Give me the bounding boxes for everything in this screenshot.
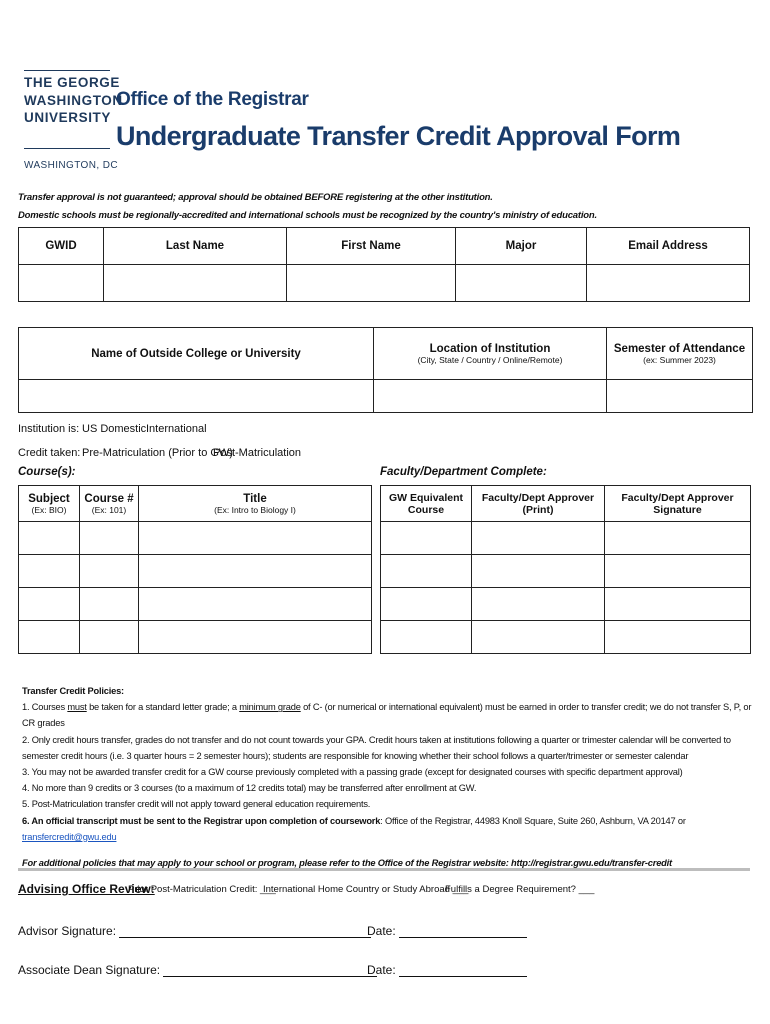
location-field[interactable] [374, 380, 607, 413]
title-field[interactable] [139, 621, 372, 654]
approver-print-field[interactable] [472, 522, 605, 555]
course-number-field[interactable] [80, 555, 139, 588]
courses-table [18, 485, 372, 654]
advising-international[interactable]: International Home Country or Study Abroad ___ [263, 884, 469, 895]
institution-is-label: Institution is: [18, 423, 80, 435]
courses-heading: Course(s): [18, 466, 76, 478]
faculty-heading: Faculty/Department Complete: [380, 466, 547, 478]
approver-print-field[interactable] [472, 621, 605, 654]
header-major: Major [456, 228, 587, 265]
approver-signature-field[interactable] [605, 522, 751, 555]
dean-date-row [367, 963, 527, 977]
header-email: Email Address [587, 228, 750, 265]
header-approver-print: Faculty/Dept Approver (Print) [472, 486, 605, 522]
dean-signature-line[interactable] [163, 964, 377, 977]
advisor-signature-row [18, 924, 371, 938]
subject-label: Subject [28, 492, 70, 505]
logo-city: WASHINGTON, DC [24, 160, 118, 171]
notice-accreditation: Domestic schools must be regionally-accredited and international schools must be recognized by the country's ministry of education. [18, 210, 597, 221]
logo-line-1: THE GEORGE [24, 75, 121, 90]
form-title: Undergraduate Transfer Credit Approval Form [116, 121, 681, 151]
policies-heading: Transfer Credit Policies: [22, 686, 124, 696]
semester-hint: (ex: Summer 2023) [643, 354, 716, 365]
section-divider [18, 868, 750, 871]
logo-rule [24, 148, 110, 149]
course-number-field[interactable] [80, 522, 139, 555]
header-location [374, 328, 607, 380]
location-label: Location of Institution [429, 342, 551, 355]
title-field[interactable] [139, 588, 372, 621]
policy-5: 5. Post-Matriculation transfer credit will not apply toward general education requirements. [22, 799, 371, 810]
option-international[interactable]: International [146, 423, 207, 435]
approver-print-field[interactable] [472, 555, 605, 588]
header-title [139, 486, 372, 522]
gw-equivalent-field[interactable] [381, 522, 472, 555]
gwid-field[interactable] [19, 265, 104, 302]
option-us-domestic[interactable]: US Domestic [82, 423, 147, 435]
advisor-date-row [367, 924, 527, 938]
logo-line-3: UNIVERSITY [24, 110, 112, 125]
transfercredit-email-link[interactable]: transfercredit@gwu.edu [22, 831, 117, 842]
policy-4: 4. No more than 9 credits or 3 courses (to a maximum of 12 credits total) may be transferred after enrollment at GW. [22, 783, 477, 794]
policy-6-text: : Office of the Registrar, 44983 Knoll Square, Suite 260, Ashburn, VA 20147 or [380, 815, 686, 826]
course-number-field[interactable] [80, 588, 139, 621]
course-number-label: Course # [84, 492, 134, 505]
notice-approval: Transfer approval is not guaranteed; approval should be obtained BEFORE registering at the other institution. [18, 192, 493, 203]
student-info-table [18, 227, 750, 302]
semester-label: Semester of Attendance [613, 342, 746, 355]
location-hint: (City, State / Country / Online/Remote) [417, 354, 563, 365]
subject-field[interactable] [19, 522, 80, 555]
title-example: (Ex: Intro to Biology I) [214, 504, 296, 515]
advisor-signature-line[interactable] [119, 925, 371, 938]
logo-top-rule [24, 70, 110, 71]
advising-degree-requirement[interactable]: Fulfills a Degree Requirement? ___ [445, 884, 595, 895]
option-post-matriculation[interactable]: Post-Matriculation [213, 447, 302, 459]
course-number-example: (Ex: 101) [91, 504, 127, 515]
course-number-field[interactable] [80, 621, 139, 654]
dean-date-label: Date: [367, 963, 396, 977]
policy-1-text-a: 1. Courses [22, 702, 68, 713]
gw-equivalent-field[interactable] [381, 555, 472, 588]
dean-date-line[interactable] [399, 964, 527, 977]
option-pre-matriculation[interactable]: Pre-Matriculation (Prior to GW) [82, 447, 233, 459]
last-name-field[interactable] [104, 265, 287, 302]
title-field[interactable] [139, 522, 372, 555]
institution-table [18, 327, 753, 413]
faculty-table [380, 485, 751, 654]
approver-signature-field[interactable] [605, 588, 751, 621]
policies-section [22, 683, 757, 871]
office-title: Office of the Registrar [116, 89, 309, 110]
advising-title: Advising Office Review: [18, 882, 155, 896]
gw-equivalent-field[interactable] [381, 621, 472, 654]
logo-line-2: WASHINGTON [24, 92, 123, 108]
policy-2: 2. Only credit hours transfer, grades do not transfer and do not count towards your GPA. Credit hours taken at institutions following a quarter or trimester calendar will be converted to semester credit hours (i.e. 3 quarter hours = 2 semester hours); students are responsible for knowing whether their school follows a quarter/trimester or semester calendar [22, 734, 731, 761]
header-last-name: Last Name [104, 228, 287, 265]
policy-6 [22, 813, 757, 845]
approver-signature-field[interactable] [605, 555, 751, 588]
first-name-field[interactable] [287, 265, 456, 302]
policy-3: 3. You may not be awarded transfer credit for a GW course previously completed with a passing grade (except for designated courses with specific department approval) [22, 767, 683, 778]
credit-taken-label: Credit taken: [18, 447, 81, 459]
policy-6-bold: 6. An official transcript must be sent to the Registrar upon completion of coursework [22, 815, 381, 826]
advisor-date-label: Date: [367, 924, 396, 938]
gw-equivalent-field[interactable] [381, 588, 472, 621]
subject-field[interactable] [19, 555, 80, 588]
major-field[interactable] [456, 265, 587, 302]
policy-1 [22, 699, 757, 731]
header-gwid: GWID [19, 228, 104, 265]
advisor-date-line[interactable] [399, 925, 527, 938]
header-semester [607, 328, 753, 380]
title-label: Title [243, 492, 267, 505]
college-name-field[interactable] [19, 380, 374, 413]
policy-1-minimum: minimum grade [239, 702, 301, 713]
subject-example: (Ex: BIO) [31, 504, 67, 515]
approver-signature-field[interactable] [605, 621, 751, 654]
header-course-number [80, 486, 139, 522]
header-subject [19, 486, 80, 522]
policy-1-must: must [67, 702, 87, 713]
header-gw-equivalent: GW Equivalent Course [381, 486, 472, 522]
subject-field[interactable] [19, 588, 80, 621]
title-field[interactable] [139, 555, 372, 588]
header-approver-signature: Faculty/Dept Approver Signature [605, 486, 751, 522]
gwu-logo [24, 74, 123, 127]
header-first-name: First Name [287, 228, 456, 265]
semester-field[interactable] [607, 380, 753, 413]
subject-field[interactable] [19, 621, 80, 654]
dean-signature-label: Associate Dean Signature: [18, 963, 161, 977]
advisor-signature-label: Advisor Signature: [18, 924, 117, 938]
advising-prior-credit[interactable]: Prior Post-Matriculation Credit: ___ [128, 884, 276, 895]
dean-signature-row [18, 963, 377, 977]
header-college-name: Name of Outside College or University [19, 328, 374, 380]
approver-print-field[interactable] [472, 588, 605, 621]
email-field[interactable] [587, 265, 750, 302]
policy-1-text-c: of C- (or numerical or international equivalent) must be earned in order to transfer credit; we do not transfer S, P, or CR grades [22, 702, 752, 729]
additional-policies-note: For additional policies that may apply to your school or program, please refer to the Office of the Registrar website: http://registrar.gwu.edu/transfer-credit [22, 858, 672, 869]
policy-1-text-b: be taken for a standard letter grade; a [86, 702, 240, 713]
